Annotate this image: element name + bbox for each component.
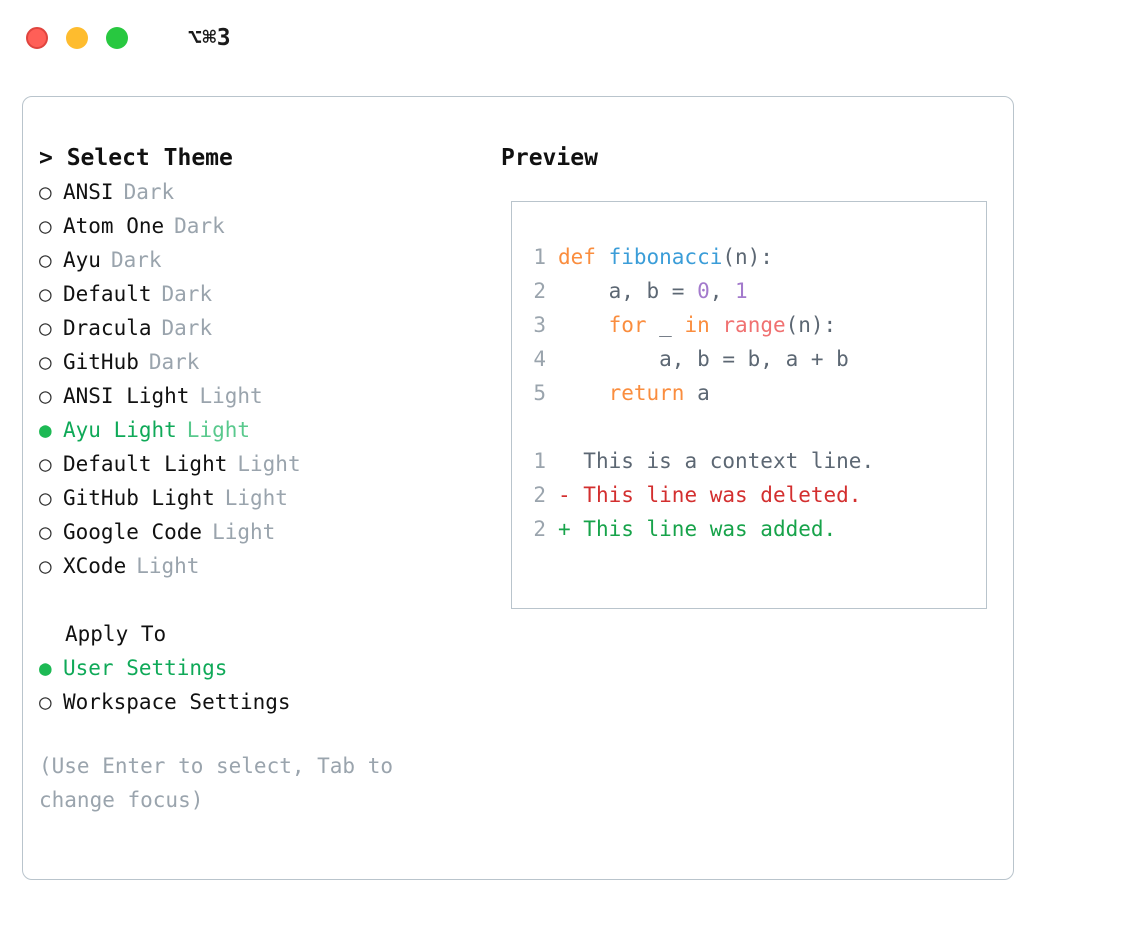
code-token: 0 [697, 279, 710, 303]
code-token: (n): [722, 245, 773, 269]
minimize-window-icon[interactable] [66, 27, 88, 49]
theme-option-row[interactable] [39, 345, 489, 379]
code-token: return [608, 381, 685, 405]
code-line [524, 240, 874, 274]
preview-box [511, 201, 987, 609]
theme-option-row[interactable] [39, 209, 489, 243]
theme-name: Default [63, 282, 152, 306]
diff-text: This line was deleted. [570, 483, 862, 507]
code-token [710, 313, 723, 337]
theme-option-row[interactable] [39, 413, 489, 447]
theme-selection-column [39, 141, 489, 817]
radio-selected-icon[interactable]: ● [39, 418, 52, 442]
theme-kind-label: Dark [161, 316, 213, 340]
radio-unselected-icon[interactable]: ○ [39, 316, 52, 340]
line-number: 2 [533, 517, 546, 541]
code-line [524, 342, 874, 376]
theme-kind-label: Dark [123, 180, 175, 204]
radio-unselected-icon[interactable]: ○ [39, 554, 52, 578]
code-token: a, b = [558, 279, 698, 303]
theme-option-row[interactable] [39, 515, 489, 549]
code-token: def [558, 245, 609, 269]
apply-to-list[interactable] [39, 651, 489, 719]
line-number: 5 [533, 381, 546, 405]
code-token: _ [646, 313, 685, 337]
theme-name: Ayu Light [63, 418, 177, 442]
theme-kind-label: Light [212, 520, 276, 544]
code-token: a [684, 381, 710, 405]
radio-unselected-icon[interactable]: ○ [39, 282, 52, 306]
line-number: 1 [533, 245, 546, 269]
code-token [558, 381, 609, 405]
code-token: fibonacci [608, 245, 723, 269]
theme-name: ANSI Light [63, 384, 190, 408]
diff-text: This line was added. [570, 517, 837, 541]
theme-name: XCode [63, 554, 127, 578]
diff-line [524, 478, 874, 512]
diff-text: This is a context line. [570, 449, 875, 473]
theme-name: GitHub [63, 350, 139, 374]
window-titlebar [0, 0, 1140, 76]
theme-option-row[interactable] [39, 447, 489, 481]
theme-list[interactable] [39, 175, 489, 583]
code-line [524, 376, 874, 410]
theme-kind-label: Light [136, 554, 200, 578]
line-number: 4 [533, 347, 546, 371]
code-token [558, 313, 609, 337]
radio-unselected-icon[interactable]: ○ [39, 452, 52, 476]
code-token: range [722, 313, 786, 337]
radio-unselected-icon[interactable]: ○ [39, 690, 52, 714]
theme-name: Google Code [63, 520, 203, 544]
theme-kind-label: Light [237, 452, 301, 476]
theme-kind-label: Light [224, 486, 288, 510]
diff-line [524, 444, 874, 478]
diff-marker [558, 449, 571, 473]
theme-name: GitHub Light [63, 486, 215, 510]
code-token: , [709, 279, 736, 303]
select-theme-heading: > Select Theme [39, 145, 233, 171]
code-token: (n): [785, 313, 837, 337]
radio-unselected-icon[interactable]: ○ [39, 486, 52, 510]
apply-to-option-row[interactable] [39, 651, 489, 685]
theme-kind-label: Light [199, 384, 263, 408]
radio-unselected-icon[interactable]: ○ [39, 180, 52, 204]
keyboard-hint: (Use Enter to select, Tab to change focus) [39, 754, 406, 812]
theme-kind-label: Dark [161, 282, 213, 306]
line-number: 2 [533, 279, 546, 303]
theme-name: ANSI [63, 180, 114, 204]
apply-to-option-label: User Settings [63, 656, 228, 680]
code-line [524, 274, 874, 308]
line-number: 1 [533, 449, 546, 473]
radio-unselected-icon[interactable]: ○ [39, 350, 52, 374]
line-number: 2 [533, 483, 546, 507]
apply-to-option-row[interactable] [39, 685, 489, 719]
code-line [524, 308, 874, 342]
close-window-icon[interactable] [26, 27, 48, 49]
radio-unselected-icon[interactable]: ○ [39, 248, 52, 272]
preview-column [501, 141, 1001, 541]
line-number: 3 [533, 313, 546, 337]
preview-heading: Preview [501, 145, 598, 171]
theme-picker-panel [22, 96, 1014, 880]
theme-name: Atom One [63, 214, 165, 238]
apply-to-label: Apply To [65, 622, 167, 646]
code-preview-separator [524, 410, 874, 444]
theme-kind-label: Dark [148, 350, 200, 374]
apply-to-option-label: Workspace Settings [63, 690, 291, 714]
radio-unselected-icon[interactable]: ○ [39, 520, 52, 544]
theme-kind-label: Dark [174, 214, 225, 238]
theme-option-row[interactable] [39, 277, 489, 311]
maximize-window-icon[interactable] [106, 27, 128, 49]
theme-kind-label: Light [186, 418, 251, 442]
theme-option-row[interactable] [39, 175, 489, 209]
code-preview [524, 240, 874, 546]
code-token: a, b = b, a + b [558, 347, 849, 371]
theme-name: Ayu [63, 248, 101, 272]
theme-option-row[interactable] [39, 311, 489, 345]
theme-kind-label: Dark [110, 248, 162, 272]
window-title-shortcut: ⌥⌘3 [188, 25, 232, 51]
diff-line [524, 512, 874, 546]
theme-name: Dracula [63, 316, 152, 340]
theme-option-row[interactable] [39, 549, 489, 583]
radio-unselected-icon[interactable]: ○ [39, 214, 52, 238]
code-token: 1 [735, 279, 748, 303]
diff-marker: + [558, 517, 571, 541]
radio-selected-icon[interactable]: ● [39, 656, 52, 680]
code-token: for [608, 313, 647, 337]
diff-marker: - [558, 483, 571, 507]
code-token: in [684, 313, 710, 337]
theme-option-row[interactable] [39, 243, 489, 277]
theme-option-row[interactable] [39, 379, 489, 413]
radio-unselected-icon[interactable]: ○ [39, 384, 52, 408]
theme-name: Default Light [63, 452, 228, 476]
theme-option-row[interactable] [39, 481, 489, 515]
